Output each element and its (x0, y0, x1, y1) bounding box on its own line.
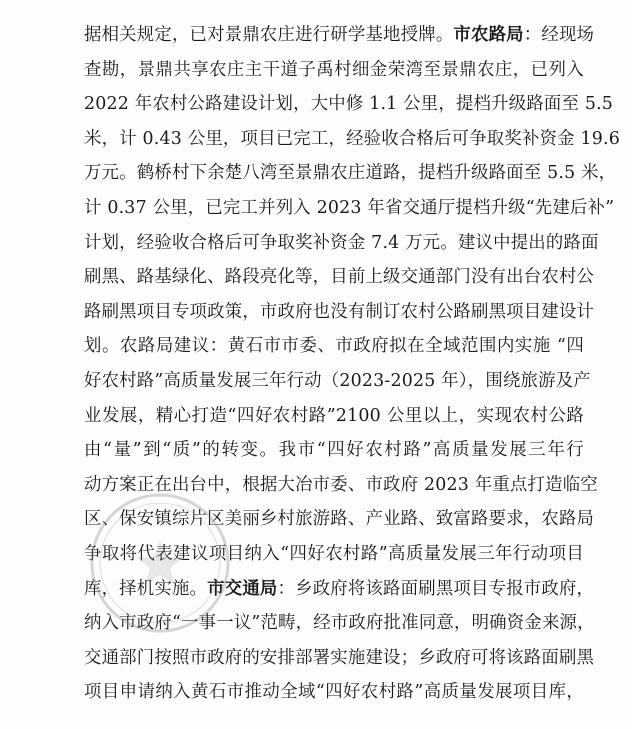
text-span: 区、保安镇综片区美丽乡村旅游路、产业路、致富路要求，农路局 (84, 509, 595, 530)
text-span: 万元。鹤桥村下余楚八湾至景鼎农庄道路，提档升级路面至 5.5 米， (84, 163, 617, 184)
text-line (84, 295, 595, 329)
text-line (84, 364, 591, 398)
text-line (84, 399, 584, 433)
text-line (84, 468, 598, 502)
text-line (84, 156, 617, 190)
text-line (84, 537, 584, 571)
bold-heading-span: 市农路局 (453, 25, 524, 45)
text-line (84, 572, 595, 606)
text-span: 计 0.37 公里，已完工并列入 2023 年省交通厅提档升级“先建后补” (84, 198, 615, 218)
text-span: 2022 年农村公路建设计划，大中修 1.1 公里，提档升级路面至 5.5 (84, 94, 614, 115)
text-line (84, 433, 584, 467)
text-span: 米，计 0.43 公里，项目已完工，经验收合格后可争取奖补资金 19.6 (84, 128, 620, 149)
text-span: 由“量”到“质”的转变。我市“四好农村路”高质量发展三年行 (84, 440, 584, 461)
text-span: ：乡政府将该路面刷黑项目专报市政府， (277, 578, 595, 599)
text-line (84, 260, 595, 294)
text-line (84, 675, 584, 709)
text-span: 争取将代表建议项目纳入“四好农村路”高质量发展三年行动项目 (84, 544, 584, 564)
text-span: ：经现场 (523, 25, 595, 45)
text-line (84, 18, 595, 52)
text-span: 查勘，景鼎共享农庄主干道子禹村细金荣湾至景鼎农庄，已列入 (84, 59, 584, 80)
text-span: 交通部门按照市政府的安排部署实施建设；乡政府可将该路面刷黑 (84, 647, 595, 668)
text-span: 路刷黑项目专项政策，市政府也没有制订农村公路刷黑项目建设计 (84, 301, 595, 322)
text-line (84, 329, 584, 363)
text-line (84, 191, 615, 225)
text-line (84, 502, 595, 536)
text-span: 计划，经验收合格后可争取奖补资金 7.4 万元。建议中提出的路面 (84, 232, 599, 253)
text-line (84, 122, 620, 156)
text-span: 纳入市政府“一事一议”范畴，经市政府批准同意，明确资金来源， (84, 613, 595, 634)
text-span: 据相关规定，已对景鼎农庄进行研学基地授牌。 (84, 25, 454, 45)
text-span: 刷黑、路基绿化、路段亮化等，目前上级交通部门没有出台农村公 (84, 267, 595, 288)
text-line (84, 226, 599, 260)
text-line (84, 641, 595, 675)
text-span: 划。农路局建议：黄石市市委、市政府拟在全域范围内实施 “四 (84, 336, 584, 357)
text-line (84, 606, 595, 640)
text-span: 动方案正在出台中，根据大冶市委、市政府 2023 年重点打造临空 (84, 474, 598, 495)
text-span: 好农村路”高质量发展三年行动（2023-2025 年），围绕旅游及产 (84, 371, 591, 391)
text-span: 项目申请纳入黄石市推动全域“四好农村路”高质量发展项目库， (84, 682, 584, 703)
bold-heading-span: 市交通局 (207, 578, 278, 599)
text-line (84, 53, 584, 87)
text-span: 库，择机实施。 (84, 578, 208, 599)
text-line (84, 87, 614, 121)
text-span: 业发展，精心打造“四好农村路”2100 公里以上，实现农村公路 (84, 405, 584, 426)
